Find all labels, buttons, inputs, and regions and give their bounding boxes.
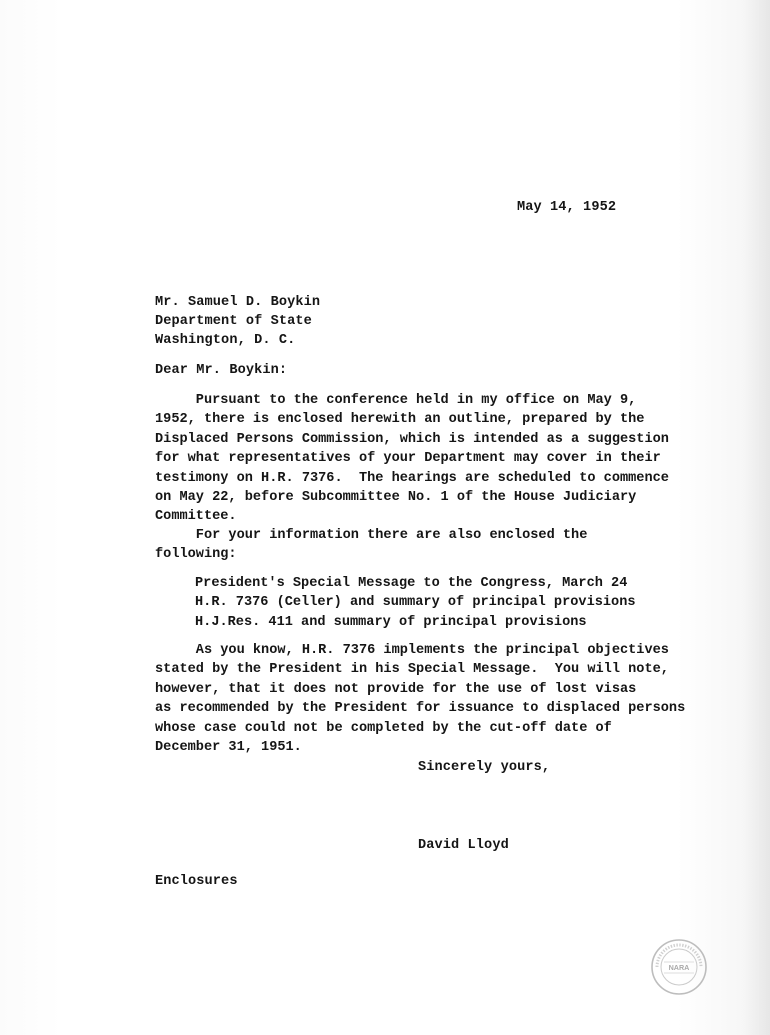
paragraph-line: Pursuant to the conference held in my office on May 9, <box>155 393 637 408</box>
paragraph-line: 1952, there is enclosed herewith an outline, prepared by the <box>155 412 645 428</box>
page-edge-shadow <box>742 0 770 1035</box>
paragraph-line: following: <box>155 547 237 563</box>
paragraph-line: Committee. <box>155 509 237 525</box>
recipient-name: Mr. Samuel D. Boykin <box>155 295 321 310</box>
paragraph-line: As you know, H.R. 7376 implements the principal objectives <box>155 643 669 658</box>
recipient-city: Washington, D. C. <box>155 333 296 348</box>
paragraph-line: for what representatives of your Department may cover in their <box>155 451 661 467</box>
enclosures-label: Enclosures <box>155 874 238 889</box>
stamp-center-text: NARA <box>668 963 690 972</box>
list-item: H.J.Res. 411 and summary of principal provisions <box>195 614 587 630</box>
paragraph-line: testimony on H.R. 7376. The hearings are scheduled to commence <box>155 470 669 486</box>
paragraph-line: as recommended by the President for issuance to displaced persons <box>155 701 686 717</box>
paragraph-line: whose case could not be completed by the cut-off date of <box>155 720 612 736</box>
paragraph-line: For your information there are also enclosed the <box>155 528 588 543</box>
paragraph-objectives <box>155 641 686 757</box>
paragraph-conference <box>155 391 669 527</box>
paragraph-line: Displaced Persons Commission, which is intended as a suggestion <box>155 431 669 447</box>
closing: Sincerely yours, <box>418 760 551 775</box>
signer-name: David Lloyd <box>418 838 509 853</box>
list-item: H.R. 7376 (Celler) and summary of principal provisions <box>195 595 636 611</box>
list-item: President's Special Message to the Congress, March 24 <box>195 576 628 591</box>
salutation: Dear Mr. Boykin: <box>155 363 288 378</box>
recipient-organization: Department of State <box>155 314 312 329</box>
library-stamp-icon <box>650 938 708 996</box>
paragraph-line: stated by the President in his Special Message. You will note, <box>155 662 669 678</box>
letter-date: May 14, 1952 <box>517 200 617 215</box>
paragraph-line: December 31, 1951. <box>155 740 302 756</box>
paragraph-information <box>155 526 615 565</box>
enclosure-list <box>195 574 636 632</box>
paragraph-line: however, that it does not provide for the use of lost visas <box>155 681 637 697</box>
paragraph-line: on May 22, before Subcommittee No. 1 of the House Judiciary <box>155 490 637 506</box>
